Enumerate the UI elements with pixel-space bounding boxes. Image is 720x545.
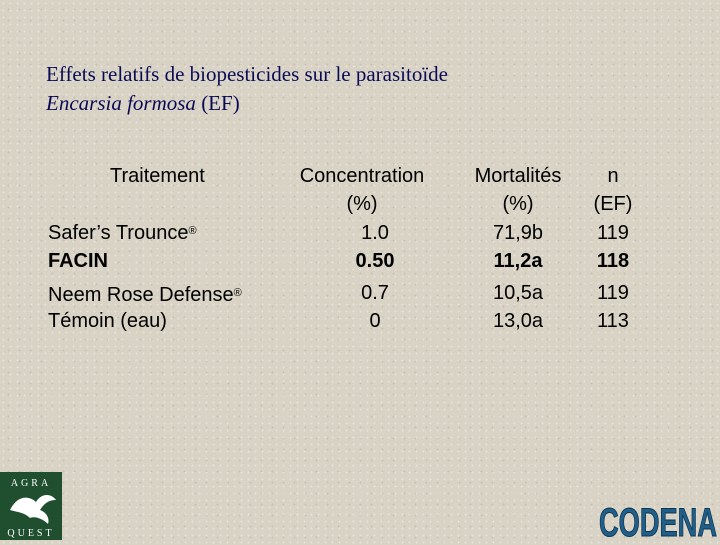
species-name: Encarsia formosa bbox=[46, 91, 196, 115]
title-line-1: Effets relatifs de biopesticides sur le parasitoïde bbox=[46, 62, 448, 86]
header-treatment: Traitement bbox=[110, 165, 205, 187]
row-1-concentration: 1.0 bbox=[361, 222, 389, 244]
row-1-mortality: 71,9b bbox=[492, 222, 544, 244]
row-4-treatment: Témoin (eau) bbox=[48, 310, 167, 332]
row-1-n: 119 bbox=[597, 222, 629, 244]
row-4-concentration: 0 bbox=[369, 310, 381, 332]
row-4-mortality: 13,0a bbox=[492, 310, 544, 332]
row-2-concentration: 0.50 bbox=[355, 250, 395, 272]
row-1-treatment bbox=[48, 219, 197, 247]
treatment-name: Safer’s Trounce bbox=[48, 222, 189, 244]
row-2-mortality: 11,2a bbox=[493, 250, 543, 272]
codena-logo-graphic bbox=[596, 494, 720, 540]
header-concentration-unit: (%) bbox=[346, 193, 378, 215]
row-3-n: 119 bbox=[597, 282, 629, 304]
agra-text: AGRA bbox=[10, 478, 52, 489]
species-abbrev: (EF) bbox=[195, 91, 240, 115]
codena-text: CODENA bbox=[599, 501, 717, 540]
quest-text: QUEST bbox=[7, 528, 55, 539]
row-3-treatment bbox=[48, 281, 242, 309]
header-n: n bbox=[607, 165, 619, 187]
row-3-mortality: 10,5a bbox=[492, 282, 544, 304]
header-mortality: Mortalités bbox=[474, 165, 562, 187]
codena-logo bbox=[596, 494, 720, 540]
header-mortality-unit: (%) bbox=[502, 193, 534, 215]
header-concentration: Concentration bbox=[299, 165, 425, 187]
row-2-n: 118 bbox=[596, 250, 630, 272]
slide-title bbox=[46, 60, 448, 118]
agraquest-logo bbox=[0, 472, 62, 540]
title-line-2 bbox=[46, 89, 448, 118]
registered-mark: ® bbox=[233, 287, 242, 299]
agraquest-logo-graphic bbox=[0, 472, 62, 540]
row-3-concentration: 0.7 bbox=[361, 282, 389, 304]
row-2-treatment: FACIN bbox=[48, 250, 108, 272]
registered-mark: ® bbox=[188, 225, 197, 237]
header-n-unit: (EF) bbox=[593, 193, 633, 215]
treatment-name: Neem Rose Defense bbox=[48, 284, 234, 306]
row-4-n: 113 bbox=[597, 310, 629, 332]
